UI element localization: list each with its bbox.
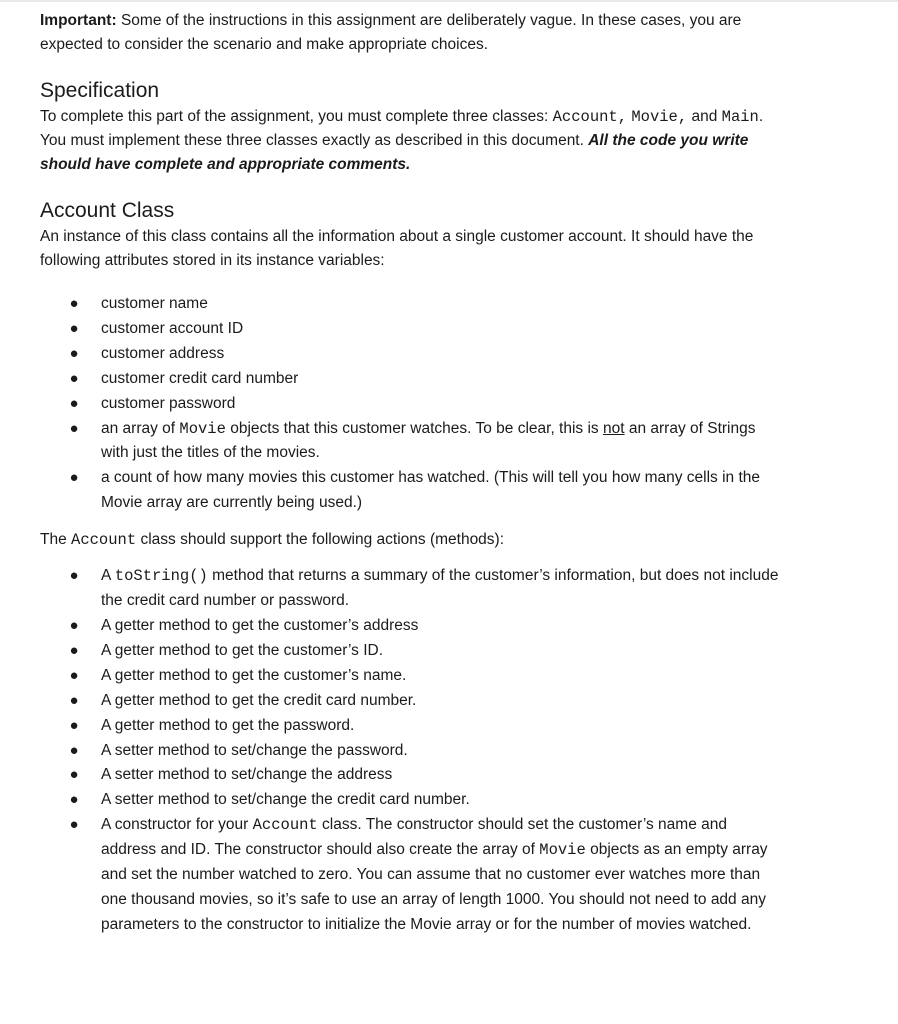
attributes-list bbox=[40, 292, 785, 516]
spec-text-3: . You must implement these three classes exactly as described in this document. bbox=[40, 108, 764, 149]
method-text: objects as an empty array and set the number watched to zero. You can assume that no customer ever watches more than one thousand movies, so it’s safe to use an array of length 1000. You should not need to add any parameters to the constructor to initialize the Movie array or for the number of movies watched. bbox=[101, 841, 768, 933]
attribute-text: an array of bbox=[101, 419, 180, 437]
attribute-text: a count of how many movies this customer has watched. (This will tell you how many cells in the Movie array are currently being used.) bbox=[101, 469, 761, 512]
code-main: Main bbox=[721, 108, 759, 126]
list-item bbox=[40, 564, 785, 614]
methods-intro bbox=[40, 528, 785, 552]
account-class-intro: An instance of this class contains all the information about a single customer account. It should have the following attributes stored in its instance variables: bbox=[40, 228, 754, 269]
list-item bbox=[40, 763, 785, 788]
bullet-icon: ● bbox=[69, 616, 79, 634]
specification-heading: Specification bbox=[40, 79, 160, 102]
method-text: A getter method to get the credit card number. bbox=[101, 691, 417, 709]
code-movie: Movie, bbox=[631, 108, 688, 126]
list-item bbox=[40, 292, 785, 317]
bullet-icon: ● bbox=[69, 741, 79, 759]
method-text: A setter method to set/change the credit card number. bbox=[101, 791, 470, 809]
bullet-icon: ● bbox=[69, 394, 79, 412]
bullet-icon: ● bbox=[69, 691, 79, 709]
methods-intro-text: The bbox=[40, 531, 72, 549]
list-item bbox=[40, 788, 785, 813]
list-item bbox=[40, 739, 785, 764]
code-account: Account bbox=[252, 816, 318, 835]
attribute-text: objects that this customer watches. To be clear, this is bbox=[225, 419, 603, 437]
bullet-icon: ● bbox=[69, 641, 79, 659]
bullet-icon: ● bbox=[69, 295, 79, 312]
list-item bbox=[40, 392, 785, 417]
code-movie: Movie bbox=[539, 841, 586, 860]
method-text: method that returns a summary of the customer’s information, but does not include the credit card number or password. bbox=[101, 567, 779, 610]
bullet-icon: ● bbox=[69, 716, 79, 734]
spec-text-1: To complete this part of the assignment, you must complete three classes: bbox=[40, 108, 553, 125]
list-item bbox=[40, 417, 785, 467]
bullet-icon: ● bbox=[69, 469, 79, 487]
top-divider bbox=[0, 0, 898, 2]
methods-intro-text: class should support the following actions (methods): bbox=[136, 531, 505, 549]
specification-paragraph bbox=[40, 105, 785, 177]
list-item bbox=[40, 689, 785, 714]
method-text: A setter method to set/change the password. bbox=[101, 741, 408, 759]
bullet-icon: ● bbox=[69, 419, 79, 437]
bullet-icon: ● bbox=[69, 369, 79, 387]
bullet-icon: ● bbox=[69, 791, 79, 809]
list-item bbox=[40, 639, 785, 664]
method-text: A getter method to get the customer’s name. bbox=[101, 666, 407, 684]
spec-text-2: and bbox=[687, 108, 722, 125]
method-text: class. The constructor should set the customer’s name and address and ID. The constructor should also create the array of bbox=[101, 816, 727, 859]
methods-list bbox=[40, 564, 785, 938]
bullet-icon: ● bbox=[69, 766, 79, 784]
method-text: A bbox=[101, 567, 115, 585]
method-text: A getter method to get the customer’s ID. bbox=[101, 641, 384, 659]
method-text: A setter method to set/change the address bbox=[101, 766, 393, 784]
list-item bbox=[40, 714, 785, 739]
method-text: A getter method to get the password. bbox=[101, 716, 355, 734]
list-item bbox=[40, 614, 785, 639]
bullet-icon: ● bbox=[69, 666, 79, 684]
bullet-icon: ● bbox=[69, 319, 79, 337]
attribute-text: customer account ID bbox=[101, 319, 244, 337]
bullet-icon: ● bbox=[69, 816, 79, 834]
bullet-icon: ● bbox=[69, 344, 79, 362]
method-text: A getter method to get the customer’s address bbox=[101, 616, 419, 634]
list-item bbox=[40, 466, 785, 516]
important-label: Important: bbox=[40, 12, 117, 29]
document-page bbox=[40, 9, 785, 938]
code-movie: Movie bbox=[179, 419, 226, 438]
important-text: Some of the instructions in this assignment are deliberately vague. In these cases, you are expected to consider the scenario and make appropriate choices. bbox=[40, 12, 742, 53]
list-item bbox=[40, 664, 785, 689]
code-tostring: toString() bbox=[114, 567, 208, 586]
list-item bbox=[40, 367, 785, 392]
list-item bbox=[40, 342, 785, 367]
attribute-text: customer credit card number bbox=[101, 369, 299, 387]
attribute-text: customer address bbox=[101, 344, 225, 362]
attribute-text: customer name bbox=[101, 295, 208, 312]
code-account: Account bbox=[71, 531, 137, 550]
list-item bbox=[40, 317, 785, 342]
bullet-icon: ● bbox=[69, 567, 79, 585]
account-class-heading: Account Class bbox=[40, 199, 175, 222]
important-note bbox=[40, 9, 785, 57]
code-account: Account, bbox=[552, 108, 628, 126]
list-item bbox=[40, 813, 785, 938]
spec-italic-note: All the code you write should have complete and appropriate comments. bbox=[40, 132, 749, 173]
attribute-text: an array of Strings with just the titles of the movies. bbox=[101, 419, 756, 462]
method-text: A constructor for your bbox=[101, 816, 253, 834]
attribute-text: customer password bbox=[101, 394, 236, 412]
underlined-not: not bbox=[602, 419, 625, 437]
